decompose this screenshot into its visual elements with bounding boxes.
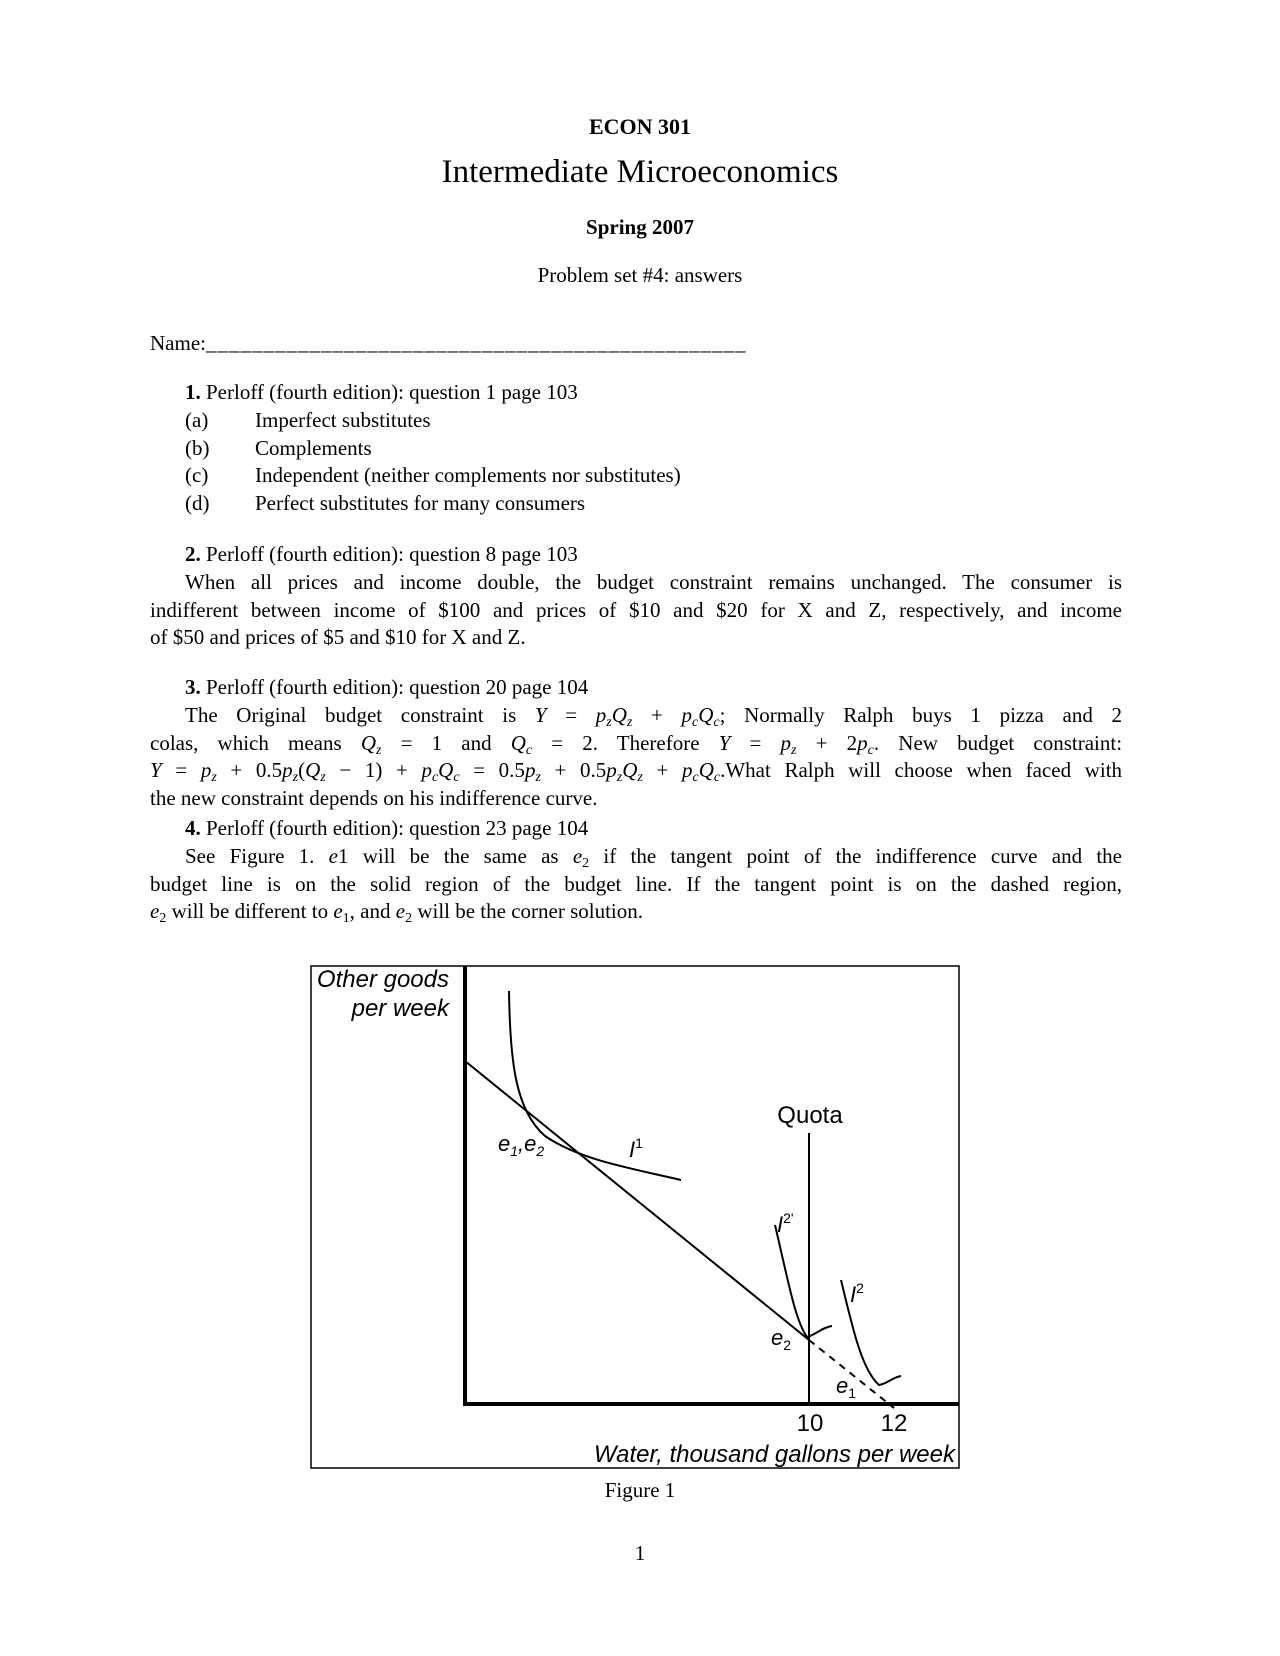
- label-part: 1: [848, 1385, 857, 1401]
- math-symbol: e: [328, 843, 338, 868]
- figure-caption: Figure 1: [604, 1478, 676, 1502]
- paragraph-line: When all prices and income double, the budget constraint remains unchanged. The consumer is: [185, 569, 1122, 594]
- label-part: 2': [783, 1210, 794, 1226]
- question-heading: Perloff (fourth edition): question 8 page 103: [206, 542, 578, 566]
- math-symbol: Q: [510, 730, 526, 755]
- math-symbol: Y: [534, 702, 547, 727]
- math-symbol: Q: [360, 730, 376, 755]
- figure-frame: [311, 966, 959, 1468]
- math-subscript: z: [626, 714, 633, 730]
- course-title: Intermediate Microeconomics: [441, 154, 839, 190]
- math-subscript: c: [713, 770, 721, 786]
- math-subscript: z: [616, 770, 623, 786]
- math-subscript: c: [692, 714, 699, 730]
- label-i2-prime: [777, 1210, 794, 1237]
- question-heading: Perloff (fourth edition): question 20 page 104: [206, 675, 589, 699]
- paragraph-line: of $50 and prices of $5 and $10 for X and Z.: [150, 625, 526, 650]
- math-subscript: 2: [159, 911, 167, 927]
- label-part: 2: [783, 1337, 792, 1353]
- math-symbol: p: [681, 702, 693, 727]
- question-number: 1.: [185, 380, 201, 404]
- math-subscript: c: [525, 742, 533, 758]
- math-symbol: Y: [150, 758, 162, 783]
- paragraph-line: colas, which means $Q_z = 1$ and $Q_c = 2$. Therefore $Y = p_z + 2p_c$. New budget constraint:: [150, 730, 1123, 758]
- math-symbol: Q: [622, 758, 638, 783]
- paragraph-line: $Y = p_z + 0.5p_z(Q_z - 1) + p_cQ_c = 0.5p_z + 0.5p_zQ_z$ + $p_cQ_c.What$ Ralph will choose when faced with: [150, 758, 1123, 786]
- math-symbol: Q: [305, 758, 321, 783]
- x-tick-10: 10: [796, 1410, 824, 1437]
- math-subscript: z: [376, 742, 382, 758]
- math-symbol: Q: [611, 702, 627, 727]
- math-symbol: p: [681, 758, 693, 783]
- math-subscript: z: [606, 714, 612, 730]
- math-subscript: c: [713, 714, 720, 730]
- quota-label: Quota: [777, 1102, 843, 1129]
- label-part: 1: [510, 1143, 519, 1159]
- term: Spring 2007: [586, 215, 694, 239]
- math-symbol: e: [395, 899, 406, 924]
- paragraph-line: $e_2$ will be different to $e_1$, and $e_2$ will be the corner solution.: [150, 899, 644, 927]
- label-part: 2: [856, 1280, 864, 1296]
- math-subscript: z: [637, 770, 643, 786]
- math-symbol: Q: [698, 702, 714, 727]
- item-label: (a): [185, 407, 209, 432]
- label-part: I: [850, 1282, 857, 1307]
- question-number: 2.: [185, 542, 201, 566]
- name-blank: _______________________________________________: [205, 331, 747, 355]
- math-symbol: p: [524, 758, 536, 783]
- label-i2: [850, 1280, 864, 1307]
- page-number: 1: [634, 1541, 646, 1565]
- y-axis-label-line2: per week: [351, 995, 449, 1022]
- question-number: 4.: [185, 816, 201, 840]
- math-symbol: e: [572, 843, 583, 868]
- x-tick-12: 12: [880, 1410, 908, 1437]
- math-subscript: c: [867, 742, 874, 758]
- label-part: 1: [635, 1135, 643, 1151]
- label-part: I: [777, 1212, 784, 1237]
- label-part: ,e: [518, 1131, 537, 1156]
- label-part: 2: [536, 1143, 545, 1159]
- math-symbol: p: [857, 730, 868, 755]
- math-symbol: p: [421, 758, 432, 783]
- y-axis-label-line1: Other goods: [316, 966, 449, 993]
- course-code: ECON 301: [588, 114, 692, 139]
- math-symbol: Q: [438, 758, 454, 783]
- math-subscript: c: [692, 770, 699, 786]
- question-heading: Perloff (fourth edition): question 23 page 104: [206, 816, 589, 840]
- math-subscript: c: [431, 770, 439, 786]
- item-text: Perfect substitutes for many consumers: [255, 491, 586, 516]
- paragraph-line: the new constraint depends on his indifference curve.: [150, 786, 598, 811]
- paragraph-line: budget line is on the solid region of the budget line. If the tangent point is on the dashed region,: [150, 871, 1122, 896]
- label-e1: [836, 1373, 856, 1401]
- label-i1: [629, 1135, 643, 1162]
- math-subscript: 1: [342, 911, 350, 927]
- label-part: I: [629, 1137, 636, 1162]
- math-subscript: 2: [405, 911, 413, 927]
- problem-set-title: Problem set #4: answers: [537, 263, 743, 287]
- question-heading: Perloff (fourth edition): question 1 page 103: [206, 380, 578, 404]
- math-subscript: c: [453, 770, 460, 786]
- item-text: Complements: [255, 435, 372, 460]
- name-label: Name:: [150, 331, 206, 355]
- paragraph-line: indifferent between income of $100 and prices of $10 and $20 for X and Z, respectively, and income: [150, 597, 1122, 622]
- paragraph-line: The Original budget constraint is $Y = p_zQ_z + p_cQ_c$; Normally Ralph buys 1 pizza and 2: [185, 702, 1123, 730]
- math-symbol: p: [780, 730, 792, 755]
- item-label: (b): [185, 435, 210, 460]
- math-symbol: e: [333, 899, 343, 924]
- item-text: Imperfect substitutes: [255, 407, 431, 432]
- item-label: (c): [185, 463, 209, 488]
- label-part: e: [771, 1325, 784, 1350]
- math-subscript: 2: [582, 855, 590, 871]
- math-symbol: p: [606, 758, 617, 783]
- math-symbol: Q: [698, 758, 714, 783]
- item-text: Independent (neither complements nor substitutes): [255, 463, 681, 488]
- question-number: 3.: [185, 675, 201, 699]
- label-part: e: [836, 1373, 849, 1398]
- math-subscript: z: [320, 770, 326, 786]
- paragraph-line: See Figure 1. e1 will be the same as $e_2$ if the tangent point of the indifference curve and the: [185, 843, 1122, 871]
- math-subscript: z: [292, 770, 299, 786]
- math-subscript: z: [535, 770, 541, 786]
- math-symbol: p: [200, 758, 212, 783]
- label-part: e: [498, 1131, 511, 1156]
- label-e1-e2: [498, 1131, 544, 1159]
- budget-line-solid: [465, 1061, 809, 1340]
- label-e2: [771, 1325, 791, 1353]
- math-symbol: p: [282, 758, 293, 783]
- math-symbol: Y: [718, 730, 731, 755]
- x-axis-label: Water, thousand gallons per week: [593, 1441, 955, 1468]
- item-label: (d): [185, 491, 210, 516]
- math-subscript: z: [211, 770, 217, 786]
- math-symbol: p: [595, 702, 607, 727]
- math-subscript: z: [791, 742, 797, 758]
- math-symbol: e: [150, 899, 160, 924]
